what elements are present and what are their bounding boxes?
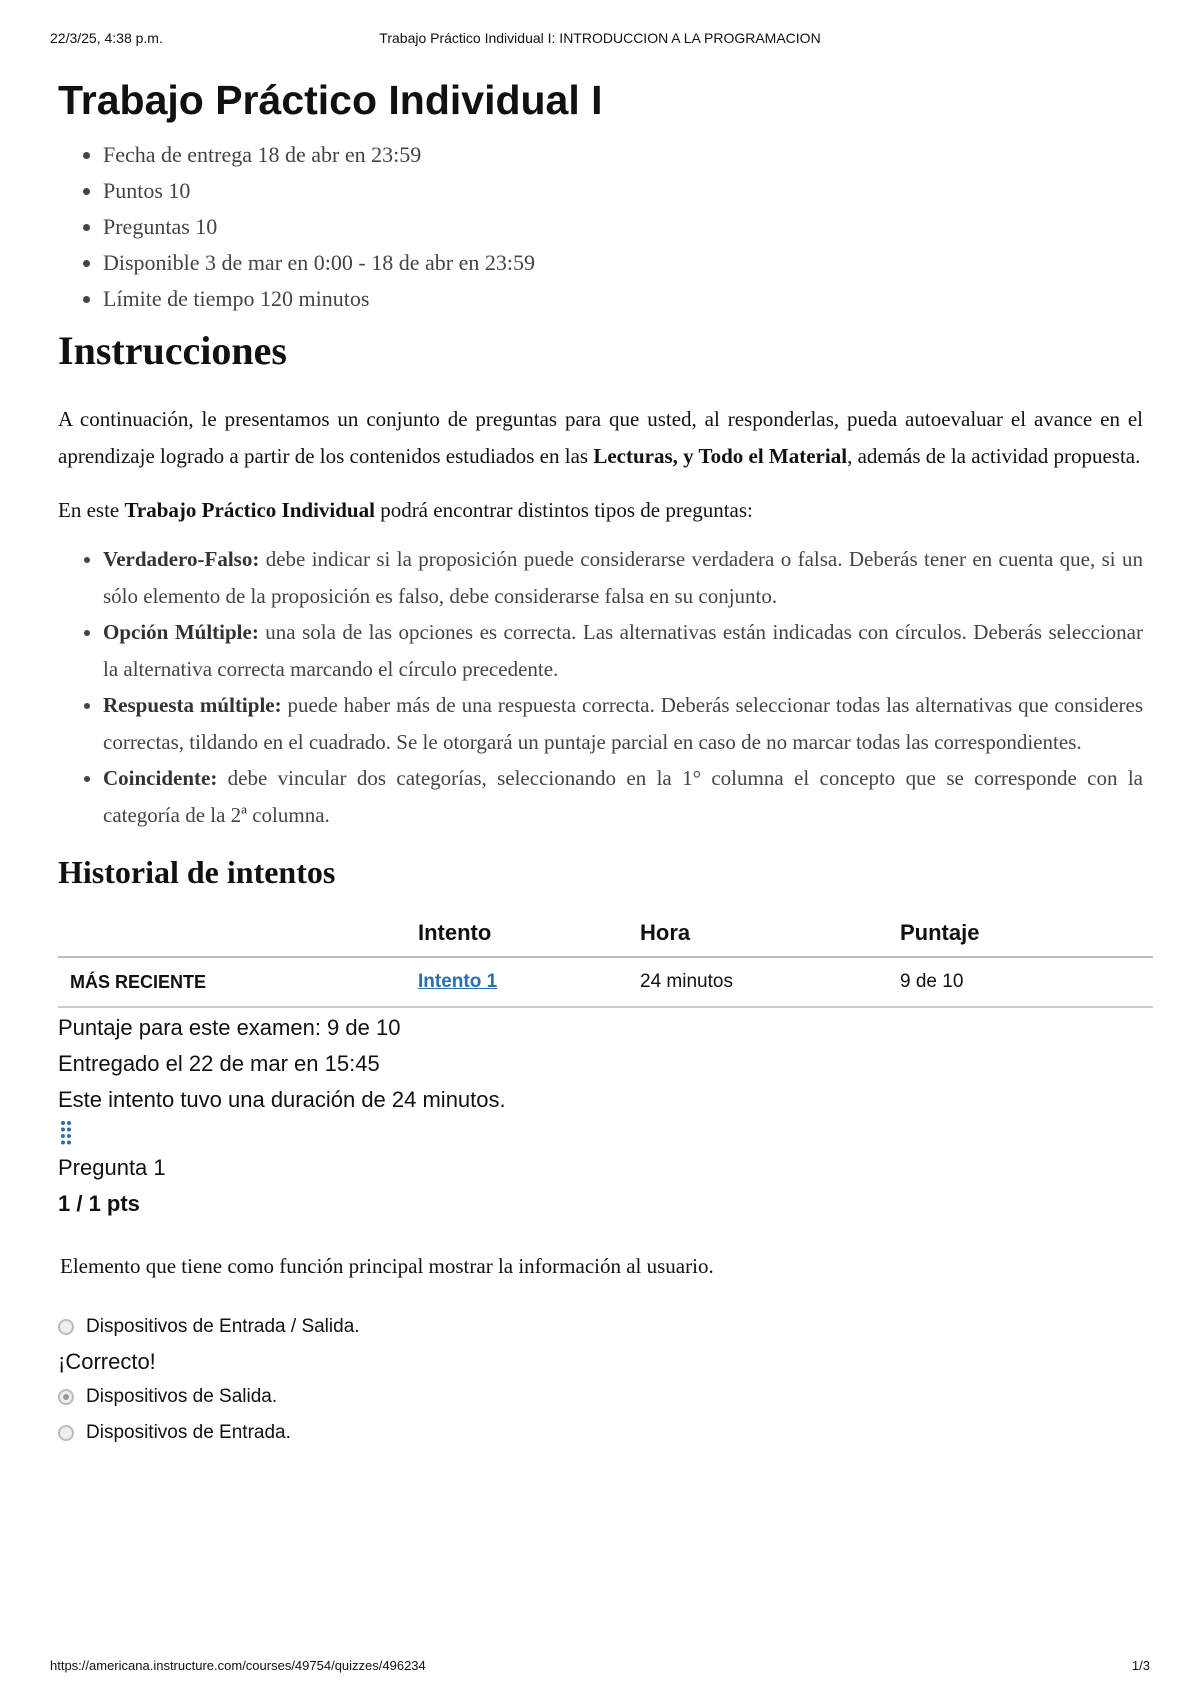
type-desc: puede haber más de una respuesta correcta. Deberás seleccionar todas las alternativas que consideres correctas, tildando en el cuadrado. Se le otorgará un puntaje parcial en caso de no marcar todas las correspondientes. <box>103 693 1143 754</box>
instructions-intro <box>58 401 1143 475</box>
answer-label: Dispositivos de Entrada. <box>86 1422 291 1444</box>
types-title-pre: En este <box>58 498 125 523</box>
answer-option-selected[interactable] <box>58 1379 1150 1415</box>
answer-option[interactable] <box>58 1309 1150 1345</box>
radio-unselected-icon[interactable] <box>58 1425 74 1441</box>
attempt-score: 9 de 10 <box>900 957 1153 1007</box>
type-desc: una sola de las opciones es correcta. Las alternativas están indicadas con círculos. Deberás seleccionar la alternativa correcta marcando el círculo precedente. <box>103 620 1143 681</box>
history-heading: Historial de intentos <box>58 854 336 891</box>
meta-points: • Puntos 10 <box>103 173 1150 209</box>
question-header <box>58 1150 1150 1222</box>
meta-due-date: • Fecha de entrega 18 de abr en 23:59 <box>103 137 1150 173</box>
type-desc: debe indicar si la proposición puede considerarse verdadera o falsa. Deberás tener en cuenta que, si un sólo elemento de la proposición es falso, debe considerarse falsa en su conjunto. <box>103 547 1143 608</box>
column-header-score: Puntaje <box>900 910 1153 957</box>
attempt-summary <box>58 1010 1150 1118</box>
intro-text-2: , además de la actividad propuesta. <box>847 444 1141 469</box>
meta-time-limit: • Límite de tiempo 120 minutos <box>103 281 1150 317</box>
exam-score-line: Puntaje para este examen: 9 de 10 <box>58 1015 401 1041</box>
question-types-title <box>58 495 1150 525</box>
types-title-post: podrá encontrar distintos tipos de preguntas: <box>374 498 753 523</box>
print-footer <box>50 1658 1150 1678</box>
type-name: Respuesta múltiple: <box>103 693 282 718</box>
type-matching <box>103 760 1143 833</box>
question-types-list <box>58 541 1143 833</box>
radio-unselected-icon[interactable] <box>58 1319 74 1335</box>
question-label: Pregunta 1 <box>58 1155 166 1181</box>
radio-selected-icon[interactable] <box>58 1389 74 1405</box>
attempt-recent-label: MÁS RECIENTE <box>58 957 418 1007</box>
meta-available: • Disponible 3 de mar en 0:00 - 18 de abr en 23:59 <box>103 245 1150 281</box>
answer-label: Dispositivos de Salida. <box>86 1386 278 1408</box>
question-text: Elemento que tiene como función principal mostrar la información al usuario. <box>60 1254 714 1279</box>
column-header-time: Hora <box>640 910 900 957</box>
correct-feedback: ¡Correcto! <box>58 1349 156 1375</box>
attempt-history-table <box>58 910 1153 1008</box>
print-page-number: 1/3 <box>1131 1658 1150 1673</box>
print-url: https://americana.instructure.com/courses/49754/quizzes/496234 <box>50 1658 426 1673</box>
instructions-heading: Instrucciones <box>58 328 287 374</box>
submitted-line: Entregado el 22 de mar en 15:45 <box>58 1051 380 1077</box>
table-header-row <box>58 910 1153 957</box>
type-name: Verdadero-Falso: <box>103 547 260 572</box>
quiz-content <box>58 72 1150 1451</box>
intro-text-bold: Lecturas, y Todo el Material <box>593 444 848 469</box>
print-header <box>50 30 1150 50</box>
type-multiple-answer <box>103 687 1143 760</box>
answer-label: Dispositivos de Entrada / Salida. <box>86 1316 360 1338</box>
page-title: Trabajo Práctico Individual I <box>58 77 603 123</box>
print-doc-title: Trabajo Práctico Individual I: INTRODUCCION A LA PROGRAMACION <box>379 30 821 46</box>
type-true-false <box>103 541 1143 614</box>
attempt-time: 24 minutos <box>640 957 900 1007</box>
duration-line: Este intento tuvo una duración de 24 minutos. <box>58 1087 506 1113</box>
table-row <box>58 957 1153 1007</box>
type-name: Opción Múltiple: <box>103 620 259 645</box>
column-header-blank <box>58 910 418 957</box>
drag-dots-icon <box>60 1120 72 1146</box>
intro-text-1: A continuación, le presentamos un conjunto de preguntas para que usted, al responderlas, pueda autoevaluar el avance en el aprendizaje logrado a partir de los contenidos estudiados en las <box>58 407 1143 469</box>
drag-handle-icon[interactable] <box>60 1120 1150 1150</box>
question-points: 1 / 1 pts <box>58 1191 140 1217</box>
attempt-1-link[interactable]: Intento 1 <box>418 971 498 993</box>
type-desc: debe vincular dos categorías, seleccionando en la 1° columna el concepto que se corresponde con la categoría de la 2ª columna. <box>103 766 1143 827</box>
column-header-attempt: Intento <box>418 910 640 957</box>
answer-option[interactable] <box>58 1415 1150 1451</box>
types-title-bold: Trabajo Práctico Individual <box>124 498 375 523</box>
type-multiple-choice <box>103 614 1143 687</box>
type-name: Coincidente: <box>103 766 218 791</box>
print-datetime: 22/3/25, 4:38 p.m. <box>50 30 163 46</box>
quiz-meta-list <box>58 137 1150 317</box>
attempt-link-cell <box>418 957 640 1007</box>
meta-questions: • Preguntas 10 <box>103 209 1150 245</box>
